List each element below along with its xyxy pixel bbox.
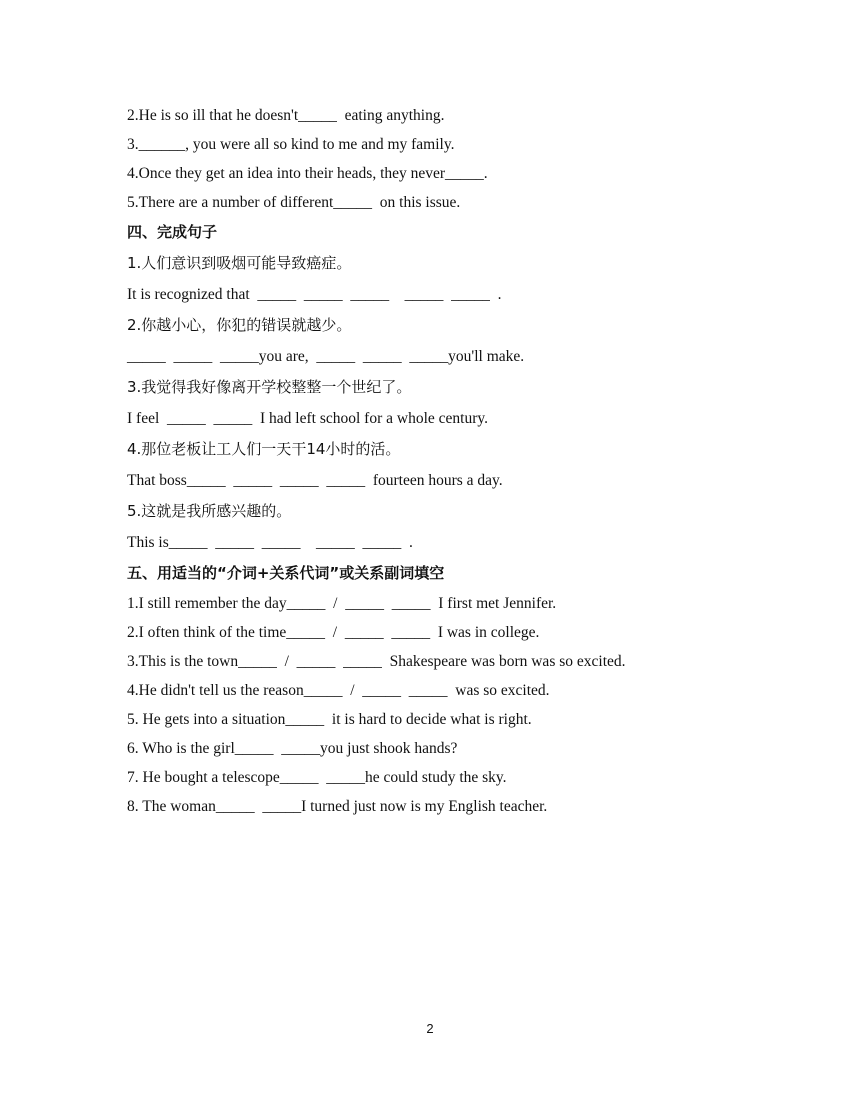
exercise-item: 7. He bought a telescope_____ _____he could study the sky. bbox=[127, 769, 507, 786]
chinese-sentence: 5.这就是我所感兴趣的。 bbox=[127, 502, 292, 520]
page-content bbox=[127, 101, 807, 821]
chinese-sentence: 4.那位老板让工人们一天干14小时的活。 bbox=[127, 440, 401, 458]
chinese-sentence: 1.人们意识到吸烟可能导致癌症。 bbox=[127, 254, 352, 272]
section-heading: 四、完成句子 bbox=[127, 223, 218, 241]
chinese-sentence: 3.我觉得我好像离开学校整整一个世纪了。 bbox=[127, 378, 412, 396]
exercise-item: 5.There are a number of different_____ on this issue. bbox=[127, 194, 461, 211]
exercise-item: 3.This is the town_____ / _____ _____ Shakespeare was born was so excited. bbox=[127, 653, 626, 670]
exercise-item: 6. Who is the girl_____ _____you just shook hands? bbox=[127, 740, 458, 757]
section-heading: 五、用适当的“介词+关系代词”或关系副词填空 bbox=[127, 564, 445, 582]
exercise-item: 3.______, you were all so kind to me and my family. bbox=[127, 136, 455, 153]
exercise-item: 4.Once they get an idea into their heads, they never_____. bbox=[127, 165, 488, 182]
translation-blank-line: It is recognized that _____ _____ _____ _____ _____ . bbox=[127, 286, 502, 303]
translation-blank-line: _____ _____ _____you are, _____ _____ _____you'll make. bbox=[127, 348, 525, 365]
exercise-item: 2.He is so ill that he doesn't_____ eating anything. bbox=[127, 107, 445, 124]
translation-blank-line: That boss_____ _____ _____ _____ fourteen hours a day. bbox=[127, 472, 503, 489]
exercise-item: 1.I still remember the day_____ / _____ _____ I first met Jennifer. bbox=[127, 595, 557, 612]
exercise-item: 2.I often think of the time_____ / _____ _____ I was in college. bbox=[127, 624, 540, 641]
exercise-item: 5. He gets into a situation_____ it is hard to decide what is right. bbox=[127, 711, 532, 728]
exercise-item: 8. The woman_____ _____I turned just now is my English teacher. bbox=[127, 798, 548, 815]
exercise-item: 4.He didn't tell us the reason_____ / _____ _____ was so excited. bbox=[127, 682, 550, 699]
chinese-sentence: 2.你越小心，你犯的错误就越少。 bbox=[127, 316, 352, 334]
page-number: 2 bbox=[426, 1021, 434, 1036]
translation-blank-line: This is_____ _____ _____ _____ _____ . bbox=[127, 534, 413, 551]
translation-blank-line: I feel _____ _____ I had left school for a whole century. bbox=[127, 410, 488, 427]
